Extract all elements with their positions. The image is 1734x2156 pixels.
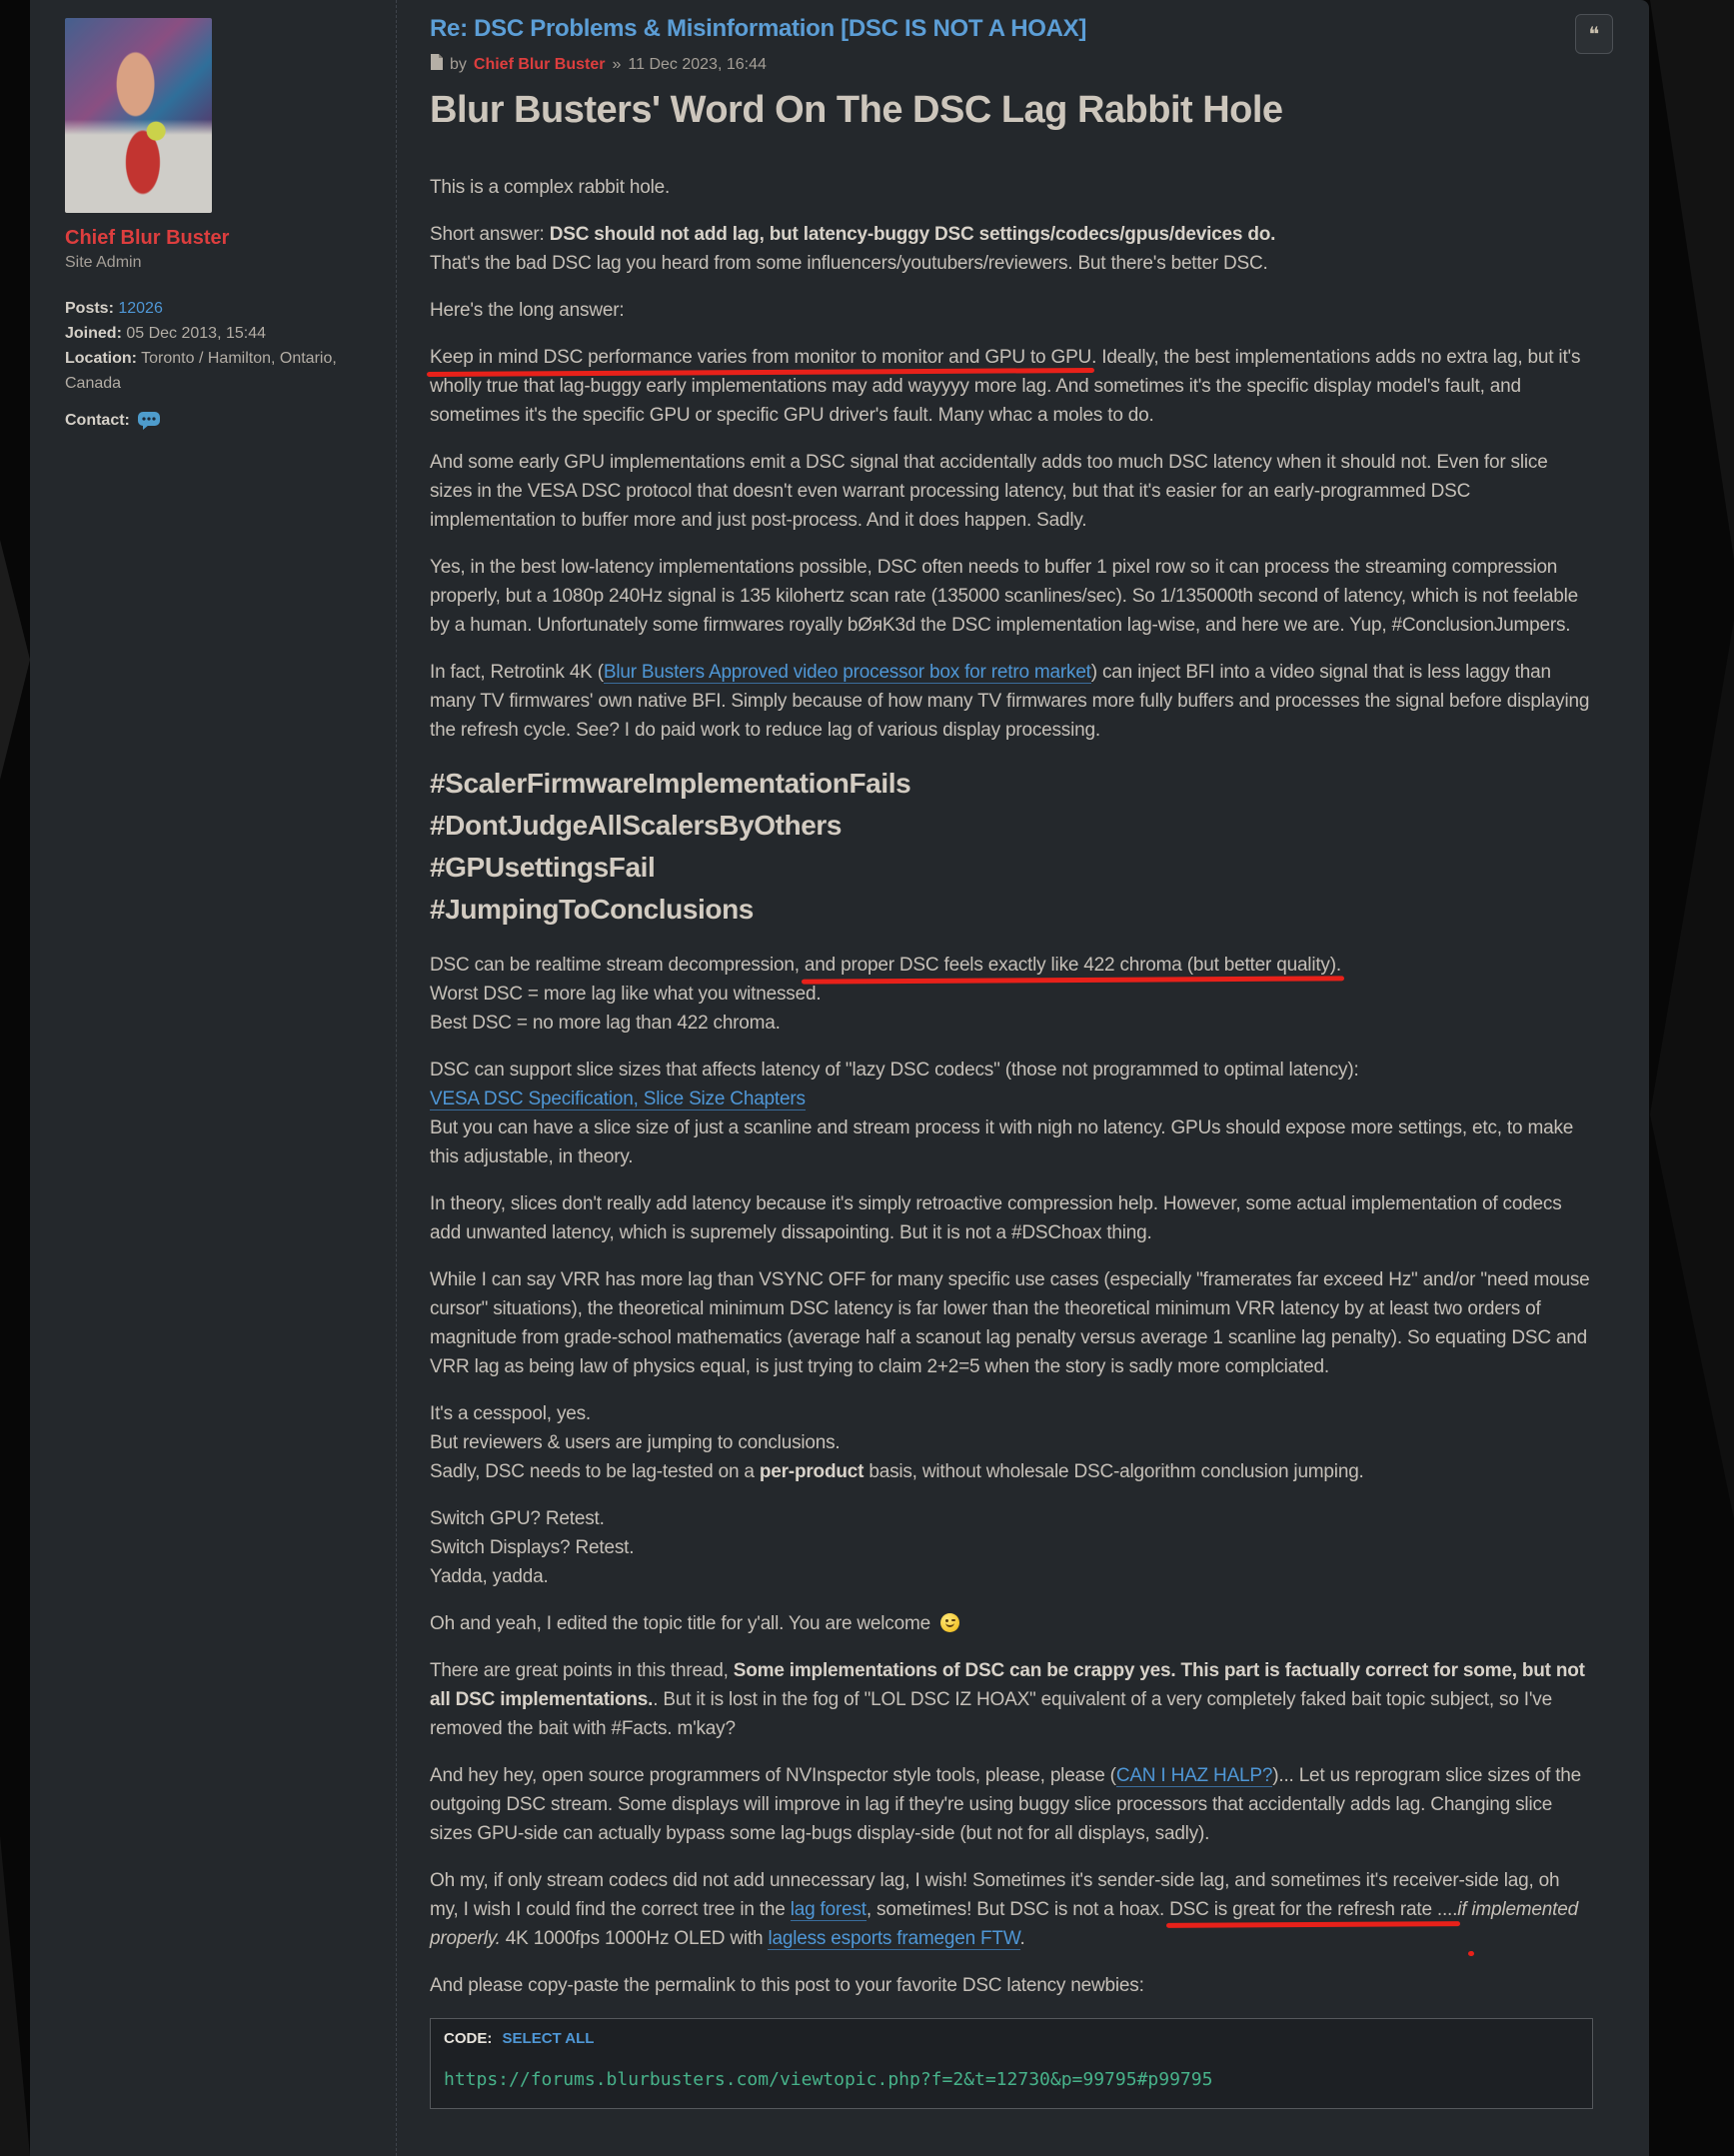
post-paragraph <box>430 296 1593 325</box>
profile-rank: Site Admin <box>65 254 142 271</box>
contact-label: Contact: <box>65 412 130 429</box>
post-paragraph <box>430 448 1593 535</box>
text-run: It's a cesspool, yes. <box>430 1403 592 1424</box>
text-run: In fact, Retrotink 4K ( <box>430 662 604 683</box>
speech-bubble-icon[interactable] <box>138 412 160 430</box>
posts-label: Posts: <box>65 300 114 317</box>
byline-separator: » <box>612 55 622 73</box>
post-paragraph <box>430 1189 1593 1247</box>
location-label: Location: <box>65 350 137 367</box>
code-box-header <box>431 2019 1592 2053</box>
text-run: Switch GPU? Retest. <box>430 1508 605 1529</box>
joined-label: Joined: <box>65 325 122 342</box>
text-run: Some implementations of DSC can be crappy yes. This part is factually correct for some, but not all DSC implementations. <box>430 1660 1585 1710</box>
post-paragraph <box>430 173 1593 202</box>
inline-link[interactable]: lagless esports framegen FTW <box>768 1928 1020 1949</box>
post-paragraph <box>430 1609 1593 1638</box>
post-paragraph <box>430 1399 1593 1486</box>
text-run: per-product <box>759 1461 865 1482</box>
post-paragraph <box>430 1971 1593 2000</box>
wink-smiley-icon <box>940 1613 959 1632</box>
text-run: And please copy-paste the permalink to this post to your favorite DSC latency newbies: <box>430 1975 1144 1996</box>
text-run: #JumpingToConclusions <box>430 894 754 925</box>
text-run: In theory, slices don't really add latency because it's simply retroactive compression help. However, some actual implementation of codecs add unwanted latency, which is supremely dissapointing. But it is not a #DSChoax thing. <box>430 1193 1562 1243</box>
text-run: DSC can be realtime stream decompression, <box>430 955 805 976</box>
inline-link[interactable]: CAN I HAZ HALP? <box>1115 1765 1273 1786</box>
text-run: ) can inject BFI into a video signal that is less laggy than many TV firmwares' own native BFI. Simply because of how many TV firmwares more fully buffers and processes the signal before displaying the refresh cycle. See? I do paid work to reduce lag of various display processing. <box>430 662 1590 741</box>
text-run: basis, without wholesale DSC-algorithm conclusion jumping. <box>864 1461 1364 1482</box>
text-run: implemented properly. <box>430 1899 1578 1949</box>
byline-by: by <box>450 55 467 73</box>
background-shape <box>0 540 30 780</box>
text-run: 4K 1000fps 1000Hz OLED with <box>500 1928 769 1949</box>
double-quote-icon: ❝ <box>1588 22 1600 46</box>
background-shape <box>1650 620 1734 1519</box>
profile-panel <box>30 0 396 2156</box>
text-run: Yes, in the best low-latency implementations possible, DSC often needs to buffer 1 pixel row so it can process the streaming compression properly, but a 1080p 240Hz signal is 135 kilohertz scan rate (135000 scanlines/sec). So 1/135000th second of latency, which is not feelable by a human. Unfortunately some firmwares royally bØяK3d the DSC implementation lag-wise, and here we are. Yup, #ConclusionJumpers. <box>430 557 1578 636</box>
text-run: Oh my, if only stream codecs did not add unnecessary lag, I wish! Sometimes it's sender-side lag, and sometimes it's receiver-side lag, oh my, I wish I could find the correct tree in the <box>430 1870 1560 1920</box>
byline-author-link[interactable]: Chief Blur Buster <box>473 55 606 73</box>
text-run: Sadly, DSC needs to be lag-tested on a <box>430 1461 760 1482</box>
text-run: But you can have a slice size of just a scanline and stream process it with nigh no latency. GPUs should expose more settings, etc, to make this adjustable, in theory. <box>430 1117 1574 1167</box>
text-run: And hey hey, open source programmers of NVInspector style tools, please, please ( <box>430 1765 1116 1786</box>
text-run: While I can say VRR has more lag than VSYNC OFF for many specific use cases (especially "framerates far exceed Hz" and/or "need mouse cursor" situations), the theoretical minimum DSC latency is far lower than the theoretical minimum VRR latency by at least two orders of magnitude from grade-school mathematics (average half a scanout lag penalty versus average 1 scanline lag penalty). So equating DSC and VRR lag as being law of physics equal, is just trying to claim 2+2=5 when the story is sadly more complciated. <box>430 1269 1590 1377</box>
select-all-link[interactable]: SELECT ALL <box>502 2030 595 2047</box>
code-box <box>430 2018 1593 2109</box>
text-run: But reviewers & users are jumping to conclusions. <box>430 1432 841 1453</box>
text-run: Best DSC = no more lag than 422 chroma. <box>430 1013 781 1034</box>
hashtag-block <box>430 763 1593 931</box>
text-run: . <box>1019 1928 1025 1949</box>
text-run: #DontJudgeAllScalersByOthers <box>430 810 843 841</box>
post-body <box>430 173 1593 2000</box>
text-run: )... Let us reprogram slice sizes of the outgoing DSC stream. Some displays will improve in lag if they're using buggy slice processors that accidentally adds lag. Changing slice sizes GPU-side can actually bypass some lag-bugs display-side (but not for all displays, sadly). <box>430 1765 1582 1844</box>
profile-joined-row <box>65 321 376 346</box>
profile-username-link[interactable]: Chief Blur Buster <box>65 227 230 249</box>
post-paragraph <box>430 553 1593 640</box>
post-paragraph <box>430 1056 1593 1171</box>
text-run: Short answer: <box>430 224 550 245</box>
post-paragraph <box>430 1656 1593 1743</box>
text-run: DSC should not add lag, but latency-buggy DSC settings/codecs/gpus/devices do. <box>549 224 1276 245</box>
text-run: There are great points in this thread, <box>430 1660 734 1681</box>
document-icon <box>430 54 443 75</box>
code-content: https://forums.blurbusters.com/viewtopic.php?f=2&t=12730&p=99795#p99795 <box>444 2069 1213 2090</box>
text-run: DSC is great for the refresh rate .... <box>1169 1899 1458 1920</box>
post-paragraph <box>430 343 1593 430</box>
location-value: Toronto / Hamilton, Ontario, Canada <box>65 350 337 392</box>
background-shape <box>1650 0 1734 560</box>
profile-contact-row <box>65 408 376 433</box>
inline-link[interactable]: lag forest <box>790 1899 867 1920</box>
text-run: Yadda, yadda. <box>430 1566 549 1587</box>
text-run: Keep in mind DSC performance varies from monitor to monitor and GPU to GPU <box>430 347 1092 368</box>
text-run: . But it is lost in the fog of "LOL DSC IZ HOAX" equivalent of a very completely faked bait topic subject, so I've removed the bait with #Facts. m'kay? <box>430 1689 1552 1739</box>
code-label: CODE: <box>444 2030 493 2047</box>
text-run: #ScalerFirmwareImplementationFails <box>430 768 911 799</box>
post-paragraph <box>430 220 1593 278</box>
text-run: That's the bad DSC lag you heard from some influencers/youtubers/reviewers. But there's better DSC. <box>430 253 1268 274</box>
post-paragraph <box>430 951 1593 1038</box>
text-run: Oh and yeah, I edited the topic title for y'all. You are welcome <box>430 1613 936 1634</box>
text-run: Worst DSC = more lag like what you witnessed. <box>430 984 822 1005</box>
text-run: . Ideally, the best implementations adds no extra lag, but it's wholly true that lag-buggy early implementations may add wayyyy more lag. And sometimes it's the specific display model's fault, and sometimes it's the specific GPU or specific GPU driver's fault. Many whac a moles to do. <box>430 347 1581 426</box>
post-paragraph <box>430 1761 1593 1848</box>
posts-count-link[interactable]: 12026 <box>118 300 163 317</box>
text-run: And some early GPU implementations emit a DSC signal that accidentally adds too much DSC latency when it should not. Even for slice sizes in the VESA DSC protocol that doesn't even warrant processing latency, but that it's easier for an early-programmed DSC implementation to buffer more and just post-process. And it does happen. Sadly. <box>430 452 1548 531</box>
inline-link[interactable]: VESA DSC Specification, Slice Size Chapters <box>430 1088 806 1109</box>
post-content <box>396 0 1649 2156</box>
text-run: Here's the long answer: <box>430 300 625 321</box>
text-run: and proper DSC feels exactly like 422 chroma (but better quality). <box>804 955 1341 976</box>
text-run: This is a complex rabbit hole. <box>430 177 671 198</box>
post-card <box>30 0 1649 2156</box>
text-run: DSC can support slice sizes that affects latency of "lazy DSC codecs" (those not programmed to optimal latency): <box>430 1060 1359 1080</box>
text-run: if <box>1457 1899 1472 1920</box>
text-run: , sometimes! But DSC is not a hoax. <box>866 1899 1170 1920</box>
byline-date: 11 Dec 2023, 16:44 <box>628 55 767 73</box>
post-title-link[interactable]: Re: DSC Problems & Misinformation [DSC IS NOT A HOAX] <box>430 15 1087 42</box>
text-run: Switch Displays? Retest. <box>430 1537 635 1558</box>
text-run: #GPUsettingsFail <box>430 852 656 883</box>
post-paragraph <box>430 1504 1593 1591</box>
post-heading: Blur Busters' Word On The DSC Lag Rabbit Hole <box>430 89 1283 131</box>
profile-posts-row <box>65 296 376 321</box>
post-paragraph <box>430 658 1593 745</box>
avatar[interactable] <box>65 18 212 213</box>
byline <box>430 54 1593 75</box>
inline-link[interactable]: Blur Busters Approved video processor box for retro market <box>603 662 1091 683</box>
background-shape <box>0 1836 30 2156</box>
quote-button[interactable] <box>1575 14 1613 54</box>
post-paragraph <box>430 1866 1593 1953</box>
joined-value: 05 Dec 2013, 15:44 <box>126 325 267 342</box>
profile-location-row <box>65 346 376 396</box>
post-paragraph <box>430 1265 1593 1381</box>
